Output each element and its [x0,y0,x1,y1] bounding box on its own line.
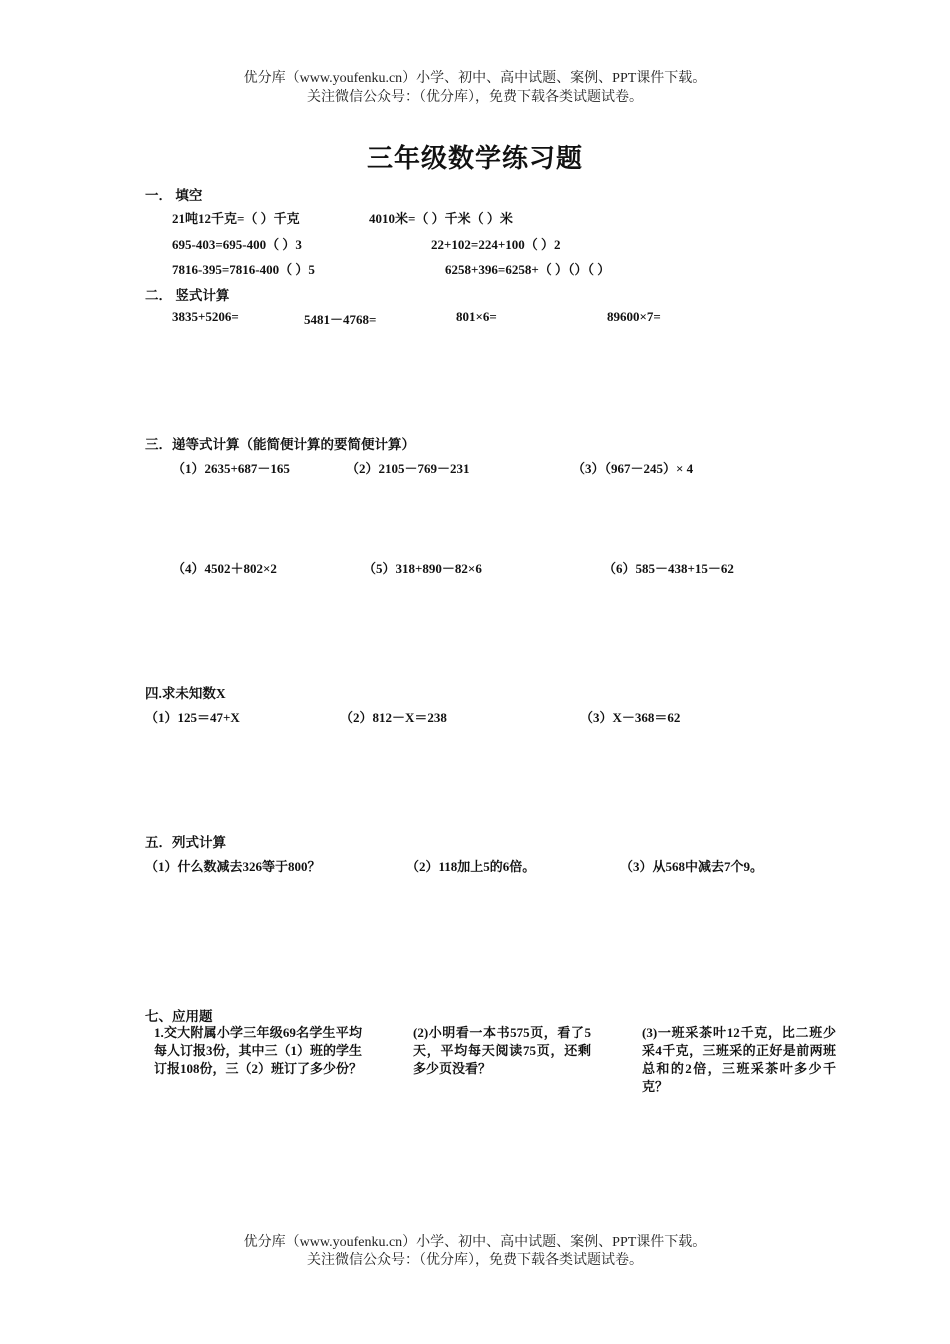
header-line-2: 关注微信公众号：（优分库），免费下载各类试题试卷。 [307,90,643,105]
fill-item-2: 4010米=（ ）千米（ ）米 [369,211,513,226]
step-calc-6: （6）585－438+15－62 [603,561,734,576]
word-problem-2: (2)小明看一本书575页，看了5天，平均每天阅读75页，还剩多少页没看？ [413,1025,591,1076]
equation-3: （3）X－368＝62 [580,710,681,725]
word-calc-3: （3）从568中减去7个9。 [620,859,764,874]
vertical-calc-4: 89600×7= [607,309,661,324]
section-2-heading: 二． 竖式计算 [145,288,230,303]
section-4-heading: 四.求未知数X [145,686,226,701]
vertical-calc-3: 801×6= [456,309,497,324]
equation-2: （2）812－X＝238 [340,710,447,725]
section-3-heading: 三．递等式计算（能简便计算的要简便计算） [145,437,415,452]
word-problem-1: 1.交大附属小学三年级69名学生平均每人订报3份，其中三（1）班的学生订报108份，三（2）班订了多少份？ [154,1025,363,1076]
word-calc-1: （1）什么数减去326等于800？ [145,859,321,874]
equation-1: （1）125＝47+X [145,710,240,725]
section-7-heading: 七、应用题 [145,1009,213,1024]
fill-item-6: 6258+396=6258+（ ）（）（ ） [445,262,611,277]
step-calc-2: （2）2105－769－231 [346,461,470,476]
fill-item-1: 21吨12千克=（ ）千克 [172,211,300,226]
header-line-1: 优分库（www.youfenku.cn）小学、初中、高中试题、案例、PPT课件下载。 [243,71,707,86]
word-calc-2: （2）118加上5的6倍。 [406,859,536,874]
step-calc-5: （5）318+890－82×6 [363,561,482,576]
step-calc-1: （1）2635+687－165 [172,461,290,476]
page-title: 三年级数学练习题 [366,144,583,173]
footer-line-1: 优分库（www.youfenku.cn）小学、初中、高中试题、案例、PPT课件下载。 [243,1235,707,1250]
step-calc-3: （3）（967－245）× 4 [572,461,694,476]
fill-item-3: 695-403=695-400（ ）3 [172,237,302,252]
vertical-calc-2: 5481－4768= [304,312,377,327]
word-problem-3: (3)一班采茶叶12千克，比二班少采4千克，三班采的正好是前两班总和的2倍，三班采茶叶多少千克？ [642,1025,836,1094]
fill-item-5: 7816-395=7816-400（ ）5 [172,262,315,277]
vertical-calc-1: 3835+5206= [172,309,239,324]
section-1-heading: 一． 填空 [145,188,203,203]
footer-line-2: 关注微信公众号：（优分库），免费下载各类试题试卷。 [307,1253,643,1268]
section-5-heading: 五．列式计算 [145,835,226,850]
fill-item-4: 22+102=224+100（ ）2 [431,237,561,252]
step-calc-4: （4）4502＋802×2 [172,561,277,576]
